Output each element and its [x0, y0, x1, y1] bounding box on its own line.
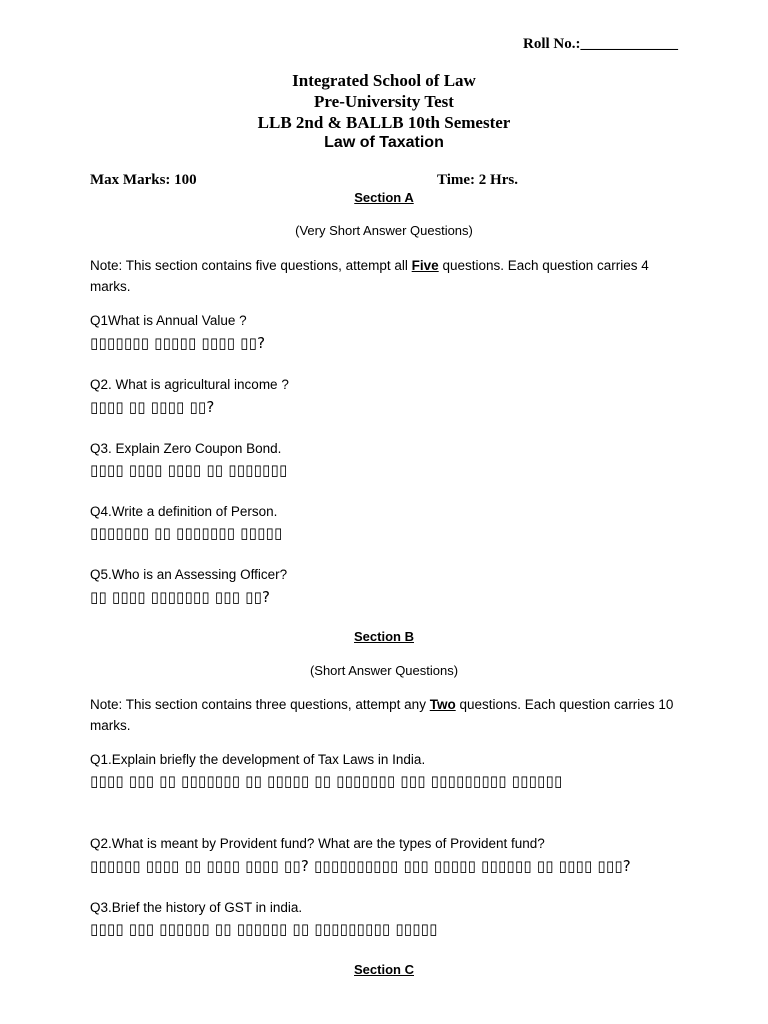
section-a-q2-hindi: ▯▯▯▯ ▯▯ ▯▯▯▯ ▯▯? — [90, 398, 215, 416]
section-a-q5: Q5.Who is an Assessing Officer? — [90, 567, 288, 582]
semester-line: LLB 2nd & BALLB 10th Semester — [257, 113, 511, 132]
subject-title: Law of Taxation — [324, 134, 444, 151]
section-a-q2: Q2. What is agricultural income ? — [90, 377, 289, 392]
section-a-note-emphasis: Five — [411, 258, 439, 273]
section-a-q3-hindi: ▯▯▯▯ ▯▯▯▯ ▯▯▯▯ ▯▯ ▯▯▯▯▯▯▯ — [90, 461, 288, 479]
roll-number-field: Roll No.:_____________ — [523, 36, 678, 52]
section-b-heading: Section B — [354, 629, 414, 644]
section-b-q1-hindi: ▯▯▯▯ ▯▯▯ ▯▯ ▯▯▯▯▯▯▯ ▯▯ ▯▯▯▯▯ ▯▯ ▯▯▯▯▯▯▯ ▯▯▯ ▯▯▯▯▯▯▯▯▯ ▯▯▯▯▯▯ — [90, 772, 563, 790]
section-b-subtitle: (Short Answer Questions) — [309, 663, 459, 678]
section-c-heading: Section C — [354, 962, 414, 977]
section-b-note: Note: This section contains three questions, attempt any Two questions. Each question carries 10 marks. — [90, 697, 674, 733]
section-b-q2-hindi: ▯▯▯▯▯▯ ▯▯▯▯ ▯▯ ▯▯▯▯ ▯▯▯▯ ▯▯? ▯▯▯▯▯▯▯▯▯▯ ▯▯▯ ▯▯▯▯▯ ▯▯▯▯▯▯ ▯▯ ▯▯▯▯ ▯▯▯? — [90, 857, 631, 875]
section-b-q1: Q1.Explain briefly the development of Tax Laws in India. — [90, 752, 426, 767]
section-a-q4: Q4.Write a definition of Person. — [90, 504, 278, 519]
section-b-q3-hindi: ▯▯▯▯ ▯▯▯ ▯▯▯▯▯▯ ▯▯ ▯▯▯▯▯▯ ▯▯ ▯▯▯▯▯▯▯▯▯ ▯▯▯▯▯ — [90, 920, 438, 938]
section-b-q2: Q2.What is meant by Provident fund? What are the types of Provident fund? — [90, 836, 545, 851]
exam-time: Time: 2 Hrs. — [437, 172, 518, 188]
section-a-subtitle: (Very Short Answer Questions) — [295, 223, 473, 238]
section-a-q1: Q1What is Annual Value ? — [90, 313, 247, 328]
section-a-q4-hindi: ▯▯▯▯▯▯▯ ▯▯ ▯▯▯▯▯▯▯ ▯▯▯▯▯ — [90, 524, 283, 542]
section-a-q1-hindi: ▯▯▯▯▯▯▯ ▯▯▯▯▯ ▯▯▯▯ ▯▯? — [90, 334, 266, 352]
section-b-q3: Q3.Brief the history of GST in india. — [90, 900, 303, 915]
section-a-q3: Q3. Explain Zero Coupon Bond. — [90, 441, 282, 456]
max-marks: Max Marks: 100 — [90, 172, 197, 188]
test-name: Pre-University Test — [314, 92, 454, 111]
section-b-note-emphasis: Two — [429, 697, 456, 712]
section-a-heading: Section A — [354, 190, 414, 205]
section-a-note: Note: This section contains five questions, attempt all Five questions. Each question carries 4 marks. — [90, 258, 649, 294]
school-name: Integrated School of Law — [292, 71, 476, 90]
section-a-q5-hindi: ▯▯ ▯▯▯▯ ▯▯▯▯▯▯▯ ▯▯▯ ▯▯? — [90, 588, 271, 606]
